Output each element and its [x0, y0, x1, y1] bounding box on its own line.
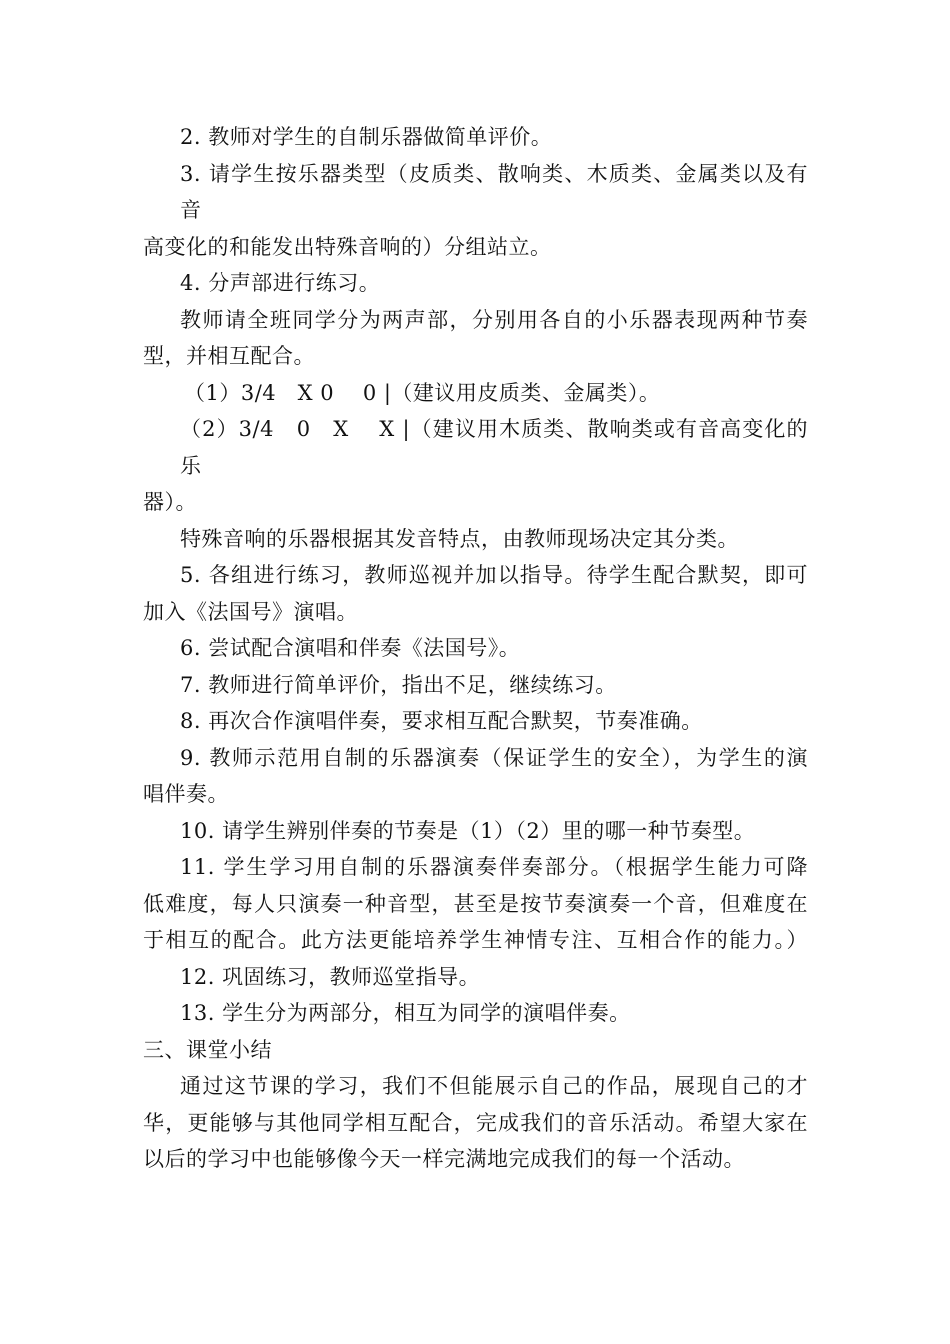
step-3-grouping-line-2: 高变化的和能发出特殊音响的）分组站立。	[143, 234, 552, 259]
two-part-instruction-line-1: 教师请全班同学分为两声部，分别用各自的小乐器表现两种节奏	[180, 307, 808, 332]
step-5-line-1: 5. 各组进行练习，教师巡视并加以指导。待学生配合默契，即可	[180, 563, 808, 587]
step-8: 8. 再次合作演唱伴奏，要求相互配合默契，节奏准确。	[180, 709, 703, 733]
step-11-line-1: 11. 学生学习用自制的乐器演奏伴奏部分。（根据学生能力可降	[180, 855, 808, 879]
step-13: 13. 学生分为两部分，相互为同学的演唱伴奏。	[180, 1001, 631, 1025]
step-4-heading: 4. 分声部进行练习。	[180, 271, 381, 295]
summary-line-3: 以后的学习中也能够像今天一样完满地完成我们的每一个活动。	[143, 1147, 745, 1171]
step-11-line-2: 低难度，每人只演奏一种音型，甚至是按节奏演奏一个音，但难度在	[143, 891, 808, 916]
step-9-line-1: 9. 教师示范用自制的乐器演奏（保证学生的安全），为学生的演	[180, 745, 808, 770]
step-3-grouping-line-1: 3. 请学生按乐器类型（皮质类、散响类、木质类、金属类以及有音	[180, 161, 808, 222]
section-heading-summary: 三、课堂小结	[143, 1037, 272, 1062]
special-instrument-note: 特殊音响的乐器根据其发音特点，由教师现场决定其分类。	[180, 526, 739, 551]
step-2-evaluation: 2. 教师对学生的自制乐器做简单评价。	[180, 125, 553, 149]
step-6: 6. 尝试配合演唱和伴奏《法国号》。	[180, 636, 521, 660]
step-5-line-2: 加入《法国号》演唱。	[143, 599, 358, 624]
document-body	[143, 119, 808, 1178]
step-11-line-3: 于相互的配合。此方法更能培养学生神情专注、互相合作的能力。）	[143, 928, 808, 952]
rhythm-pattern-2-line-2: 器）。	[143, 490, 197, 514]
step-10: 10. 请学生辨别伴奏的节奏是（1）（2）里的哪一种节奏型。	[180, 818, 756, 843]
rhythm-pattern-2-line-1: （2）3/4 0 X X |（建议用木质类、散响类或有音高变化的乐	[180, 417, 808, 478]
summary-line-1: 通过这节课的学习，我们不但能展示自己的作品，展现自己的才	[180, 1074, 808, 1098]
step-9-line-2: 唱伴奏。	[143, 782, 229, 806]
step-7: 7. 教师进行简单评价，指出不足，继续练习。	[180, 672, 617, 697]
two-part-instruction-line-2: 型，并相互配合。	[143, 344, 315, 368]
rhythm-pattern-1: （1）3/4 X 0 0 |（建议用皮质类、金属类）。	[184, 380, 661, 405]
step-12: 12. 巩固练习，教师巡堂指导。	[180, 964, 481, 989]
summary-line-2: 华，更能够与其他同学相互配合，完成我们的音乐活动。希望大家在	[143, 1110, 808, 1135]
